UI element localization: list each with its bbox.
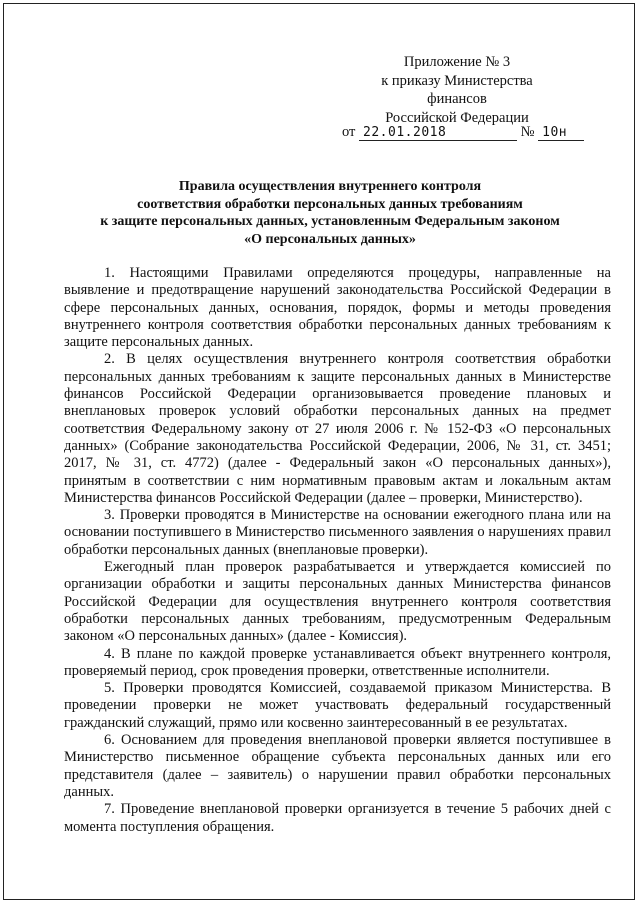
document-title (70, 178, 590, 248)
paragraph: 4. В плане по каждой проверке устанавливается объект внутреннего контроля, проверяемый период, срок проведения проверки, ответственные исполнители. (64, 645, 611, 679)
order-from-label: от (342, 124, 356, 140)
order-number: 10н (538, 125, 584, 141)
paragraph: 1. Настоящими Правилами определяются процедуры, направленные на выявление и предотвращение нарушений законодательства Российской Федерации в сфере персональных данных, основания, порядок, формы и методы проведения внутреннего контроля соответствия обработки персональных данных требованиям к защите персональных данных. (64, 265, 611, 351)
appendix-authority: Российской Федерации (385, 109, 529, 126)
document-body (64, 265, 611, 836)
appendix-header (352, 53, 562, 127)
paragraph: 7. Проведение внеплановой проверки организуется в течение 5 рабочих дней с момента поступления обращения. (64, 801, 611, 835)
title-line: Правила осуществления внутреннего контроля (178, 179, 482, 194)
appendix-number: Приложение № 3 (403, 54, 511, 70)
paragraph: Ежегодный план проверок разрабатывается и утверждается комиссией по организации обработки и защиты персональных данных Министерства финансов Российской Федерации для осуществления внутреннего контроля соответствия обработки персональных данных требованиям, предусмотренным Федеральным законом «О персональных данных» (далее - Комиссия). (64, 559, 611, 645)
paragraph: 5. Проверки проводятся Комиссией, создаваемой приказом Министерства. В проведении проверки не может участвовать федеральный государственный гражданский служащий, прямо или косвенно заинтересованный в ее результатах. (64, 680, 611, 731)
title-line: «О персональных данных» (244, 231, 416, 247)
title-line: соответствия обработки персональных данных требованиям (137, 196, 523, 212)
paragraph: 6. Основанием для проведения внеплановой проверки является поступившее в Министерство письменное обращение субъекта персональных данных или его представителя (далее – заявитель) о нарушении правил обработки персональных данных. (64, 732, 611, 800)
paragraph: 2. В целях осуществления внутреннего контроля соответствия обработки персональных данных требованиям к защите персональных данных в Министерстве финансов Российской Федерации организовывается проведение плановых и внеплановых проверок условий обработки персональных данных на предмет соответствия Федеральному закону от 27 июля 2006 г. № 152-ФЗ «О персональных данных» (Собрание законодательства Российской Федерации, 2006, № 31, ст. 3451; 2017, № 31, ст. 4772) (далее - Федеральный закон «О персональных данных»), принятым в соответствии с ним нормативным правовым актам и локальным актам Министерства финансов Российской Федерации (далее – проверки, Министерство). (64, 351, 611, 506)
order-line (342, 124, 584, 141)
title-line: к защите персональных данных, установленным Федеральным законом (100, 214, 560, 229)
order-number-label: № (520, 124, 535, 140)
paragraph: 3. Проверки проводятся в Министерстве на основании ежегодного плана или на основании поступившего в Министерство письменного заявления о нарушениях правил обработки персональных данных (внеплановые проверки). (64, 507, 611, 558)
order-date: 22.01.2018 (359, 125, 517, 141)
appendix-order-ref: к приказу Министерства финансов (381, 72, 533, 107)
